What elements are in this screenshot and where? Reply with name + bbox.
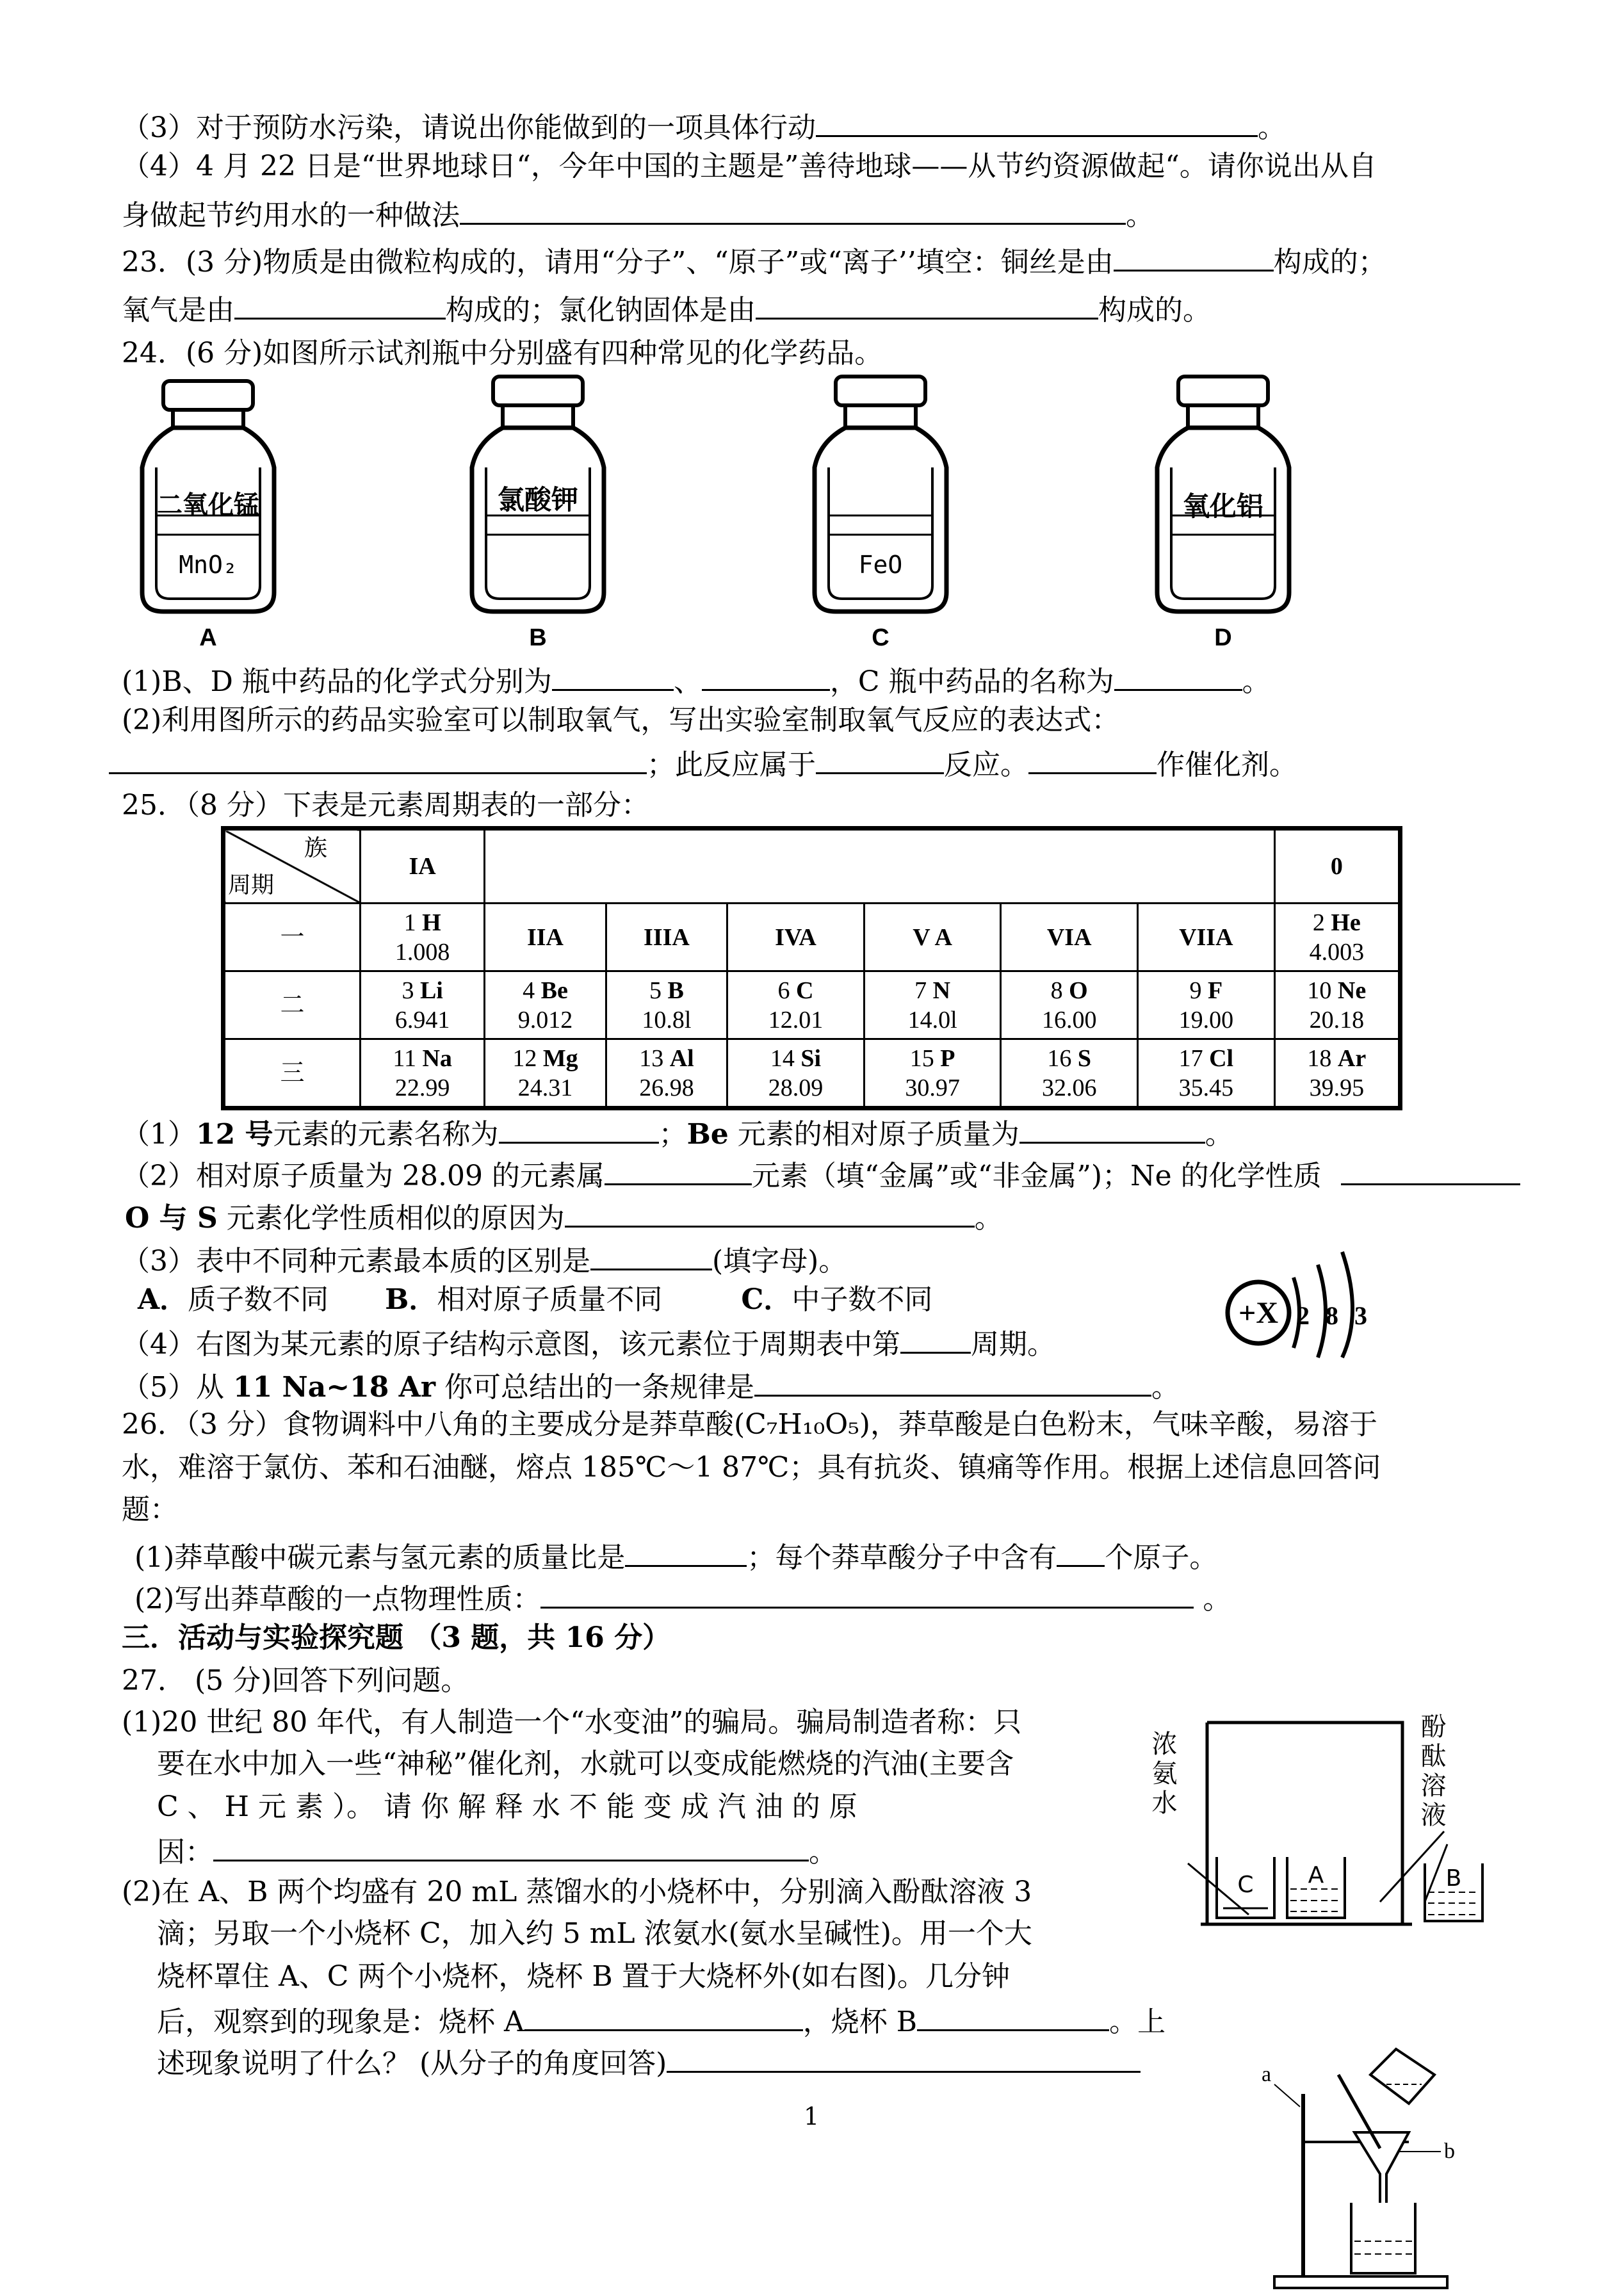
answer-blank[interactable] <box>754 1365 1151 1397</box>
q27-p2-l3: 烧杯罩住 A、C 两个小烧杯，烧杯 B 置于大烧杯外(如右图)。几分钟 <box>157 1960 1011 1993</box>
svg-text:酚酞溶液: 酚酞溶液 <box>1417 1713 1446 1831</box>
answer-blank[interactable] <box>213 1830 809 1861</box>
answer-blank[interactable] <box>1341 1154 1520 1185</box>
element-cell: 3 Li 6.941 <box>361 971 485 1039</box>
group-header: IIA <box>485 904 606 971</box>
element-cell: 5 B 10.8l <box>606 971 727 1039</box>
answer-blank[interactable] <box>565 1196 975 1228</box>
answer-blank[interactable] <box>524 2000 803 2031</box>
nucleus-charge: +X <box>1238 1296 1279 1330</box>
group-header: IA <box>361 829 485 904</box>
group-header: 0 <box>1274 829 1400 904</box>
bottle-a <box>142 381 274 651</box>
label-b: b <box>1444 2139 1455 2163</box>
answer-blank[interactable] <box>702 660 830 691</box>
bottle-c-formula: FeO <box>858 551 903 579</box>
option-a[interactable]: 质子数不同 <box>188 1283 329 1316</box>
filtration-apparatus-figure <box>1249 2036 1479 2292</box>
reagent-bottles-figure <box>115 371 1345 653</box>
q27-p2-l1: (2)在 A、B 两个均盛有 20 mL 蒸馏水的小烧杯中，分别滴入酚酞溶液 3 <box>122 1876 1032 1908</box>
bottle-b-letter: B <box>529 624 547 651</box>
option-c[interactable]: 中子数不同 <box>792 1283 933 1316</box>
q27-p1-l4: 因： 。 <box>157 1830 837 1872</box>
element-cell: 17 Cl 35.45 <box>1138 1039 1275 1108</box>
period-label: 二 <box>223 971 361 1039</box>
answer-blank[interactable] <box>552 660 674 691</box>
answer-blank[interactable] <box>109 743 647 774</box>
page-number: 1 <box>804 2102 820 2130</box>
element-cell: 7 N 14.0l <box>864 971 1001 1039</box>
bottle-c-letter: C <box>872 624 889 651</box>
q26-line1: 26．（3 分）食物调料中八角的主要成分是莽草酸(C₇H₁₀O₅)，莽草酸是白色粉末，气味辛酸，易溶于 <box>122 1408 1377 1441</box>
bottle-a-label: 二氧化锰 <box>157 491 259 520</box>
element-cell: 18 Ar 39.95 <box>1274 1039 1400 1108</box>
answer-blank[interactable] <box>756 288 1098 320</box>
q25-s2: （2）相对原子质量为 28.09 的元素属 元素（填“金属”或“非金属”)；Ne 的化学性质 <box>122 1154 1520 1196</box>
q27-p1-l2: 要在水中加入一些“神秘”催化剂，水就可以变成能燃烧的汽油(主要含 <box>157 1748 1014 1780</box>
svg-text:浓氨水: 浓氨水 <box>1148 1730 1177 1819</box>
group-header: IVA <box>727 904 865 971</box>
bottle-a-formula: MnO₂ <box>179 551 238 579</box>
label-a: a <box>1262 2063 1272 2086</box>
answer-blank[interactable] <box>667 2041 1141 2073</box>
q25-intro: 25．（8 分）下表是元素周期表的一部分： <box>122 789 649 822</box>
beaker-a-label: A <box>1308 1862 1324 1888</box>
element-cell: 8 O 16.00 <box>1001 971 1138 1039</box>
q25-s4: （4）右图为某元素的原子结构示意图，该元素位于周期表中第 周期。 <box>122 1322 1055 1364</box>
header-blank <box>485 829 1274 904</box>
atom-structure-diagram <box>1198 1236 1390 1358</box>
bottle-d-letter: D <box>1214 624 1232 651</box>
bottle-c <box>815 377 946 651</box>
answer-blank[interactable] <box>1057 1536 1105 1567</box>
answer-blank[interactable] <box>1028 743 1157 774</box>
q24-intro: 24．(6 分)如图所示试剂瓶中分别盛有四种常见的化学药品。 <box>122 337 883 369</box>
answer-blank[interactable] <box>917 2000 1109 2031</box>
bottle-d <box>1157 377 1289 651</box>
option-b[interactable]: 相对原子质量不同 <box>437 1283 663 1316</box>
q25-s1: （1）12 号元素的元素名称为 ；Be 元素的相对原子质量为 。 <box>122 1112 1233 1154</box>
element-cell: 10 Ne 20.18 <box>1274 971 1400 1039</box>
element-cell: 16 S 32.06 <box>1001 1039 1138 1108</box>
element-cell: 14 Si 28.09 <box>727 1039 865 1108</box>
q22-p4-cont: 身做起节约用水的一种做法 。 <box>122 193 1154 235</box>
q26-p2: (2)写出莽草酸的一点物理性质： 。 <box>134 1577 1231 1619</box>
label-phenolphthalein <box>1417 1713 1446 1831</box>
q25-options: A．质子数不同 B．相对原子质量不同 C．中子数不同 <box>138 1283 933 1316</box>
answer-blank[interactable] <box>1114 660 1242 691</box>
periodic-table <box>221 826 1402 1110</box>
q22-p3: （3）对于预防水污染，请说出你能做到的一项具体行动 。 <box>122 106 1286 147</box>
q26-line3: 题： <box>122 1493 178 1526</box>
q27-p2-l5: 述现象说明了什么？ (从分子的角度回答) <box>157 2041 1141 2083</box>
element-cell: 6 C 12.01 <box>727 971 865 1039</box>
q25-s5: （5）从 11 Na~18 Ar 你可总结出的一条规律是 。 <box>122 1365 1180 1407</box>
answer-blank[interactable] <box>816 106 1258 137</box>
answer-blank[interactable] <box>540 1577 1194 1609</box>
answer-blank[interactable] <box>816 743 944 774</box>
answer-blank[interactable] <box>460 193 1126 225</box>
shell-2-count: 8 <box>1326 1301 1338 1330</box>
element-cell-he: 2 He 4.003 <box>1274 904 1400 971</box>
answer-blank[interactable] <box>499 1112 659 1144</box>
answer-blank[interactable] <box>1019 1112 1205 1144</box>
q22-p4: （4）4 月 22 日是“世界地球日“，今年中国的主题是”善待地球——从节约资源做起“。请你说出从自 <box>122 150 1377 182</box>
element-cell: 12 Mg 24.31 <box>485 1039 606 1108</box>
beaker-b-label: B <box>1445 1865 1462 1892</box>
group-header: IIIA <box>606 904 727 971</box>
q25-s3: （3）表中不同种元素最本质的区别是 (填字母)。 <box>122 1239 847 1281</box>
ammonia-diffusion-figure <box>1148 1697 1521 1998</box>
q24-p2-cont: ；此反应属于 反应。 作催化剂。 <box>109 743 1297 784</box>
label-ammonia <box>1148 1730 1177 1819</box>
element-cell: 13 Al 26.98 <box>606 1039 727 1108</box>
q25-s2-cont: O 与 S 元素化学性质相似的原因为 。 <box>125 1196 1003 1238</box>
section-3-heading: 三．活动与实验探究题 （3 题，共 16 分） <box>122 1621 671 1654</box>
group-header: VIIA <box>1138 904 1275 971</box>
element-cell: 9 F 19.00 <box>1138 971 1275 1039</box>
answer-blank[interactable] <box>625 1536 747 1567</box>
answer-blank[interactable] <box>590 1239 712 1270</box>
q27-p2-l4: 后，观察到的现象是：烧杯 A ，烧杯 B 。上 <box>157 2000 1165 2041</box>
q27-p1-l3: C 、 H 元 素 ）。 请 你 解 释 水 不 能 变 成 汽 油 的 原 <box>157 1790 857 1823</box>
period-label: 三 <box>223 1039 361 1108</box>
element-cell: 15 P 30.97 <box>864 1039 1001 1108</box>
bottle-d-label: 氧化铝 <box>1182 491 1264 522</box>
q27-p2-l2: 滴；另取一个小烧杯 C，加入约 5 mL 浓氨水(氨水呈碱性)。用一个大 <box>157 1917 1032 1950</box>
element-cell: 4 Be 9.012 <box>485 971 606 1039</box>
group-header: V A <box>864 904 1001 971</box>
q24-p1: (1)B、D 瓶中药品的化学式分别为 、 ，C 瓶中药品的名称为 。 <box>122 660 1271 701</box>
element-cell: 11 Na 22.99 <box>361 1039 485 1108</box>
q24-p2: (2)利用图所示的药品实验室可以制取氧气，写出实验室制取氧气反应的表达式： <box>122 704 1120 736</box>
table-corner: 族 周期 <box>223 829 361 904</box>
answer-blank[interactable] <box>1114 240 1274 272</box>
element-cell-h: 1 H 1.008 <box>361 904 485 971</box>
bottle-b <box>472 377 604 651</box>
answer-blank[interactable] <box>900 1322 971 1354</box>
q23-line1: 23．(3 分)物质是由微粒构成的，请用“分子”、“原子”或“离子’’填空：铜丝是由 构成的； <box>122 240 1386 282</box>
bottle-b-label: 氯酸钾 <box>497 484 579 515</box>
q26-line2: 水，难溶于氯仿、苯和石油醚，熔点 185℃～1 87℃；具有抗炎、镇痛等作用。根据上述信息回答问 <box>122 1451 1381 1484</box>
group-header: VIA <box>1001 904 1138 971</box>
answer-blank[interactable] <box>605 1154 752 1185</box>
q26-p1: (1)莽草酸中碳元素与氢元素的质量比是 ；每个莽草酸分子中含有 个原子。 <box>134 1536 1217 1577</box>
q23-line2: 氧气是由 构成的；氯化钠固体是由 构成的。 <box>122 288 1211 330</box>
q27-p1-l1: (1)20 世纪 80 年代，有人制造一个“水变油”的骗局。骗局制造者称：只 <box>122 1706 1022 1739</box>
shell-3-count: 3 <box>1354 1301 1367 1330</box>
bottle-a-letter: A <box>199 624 217 651</box>
shell-1-count: 2 <box>1297 1301 1310 1330</box>
answer-blank[interactable] <box>234 288 446 320</box>
q27-intro: 27． (5 分)回答下列问题。 <box>122 1664 469 1697</box>
period-label: 一 <box>223 904 361 971</box>
beaker-c-label: C <box>1237 1872 1254 1898</box>
